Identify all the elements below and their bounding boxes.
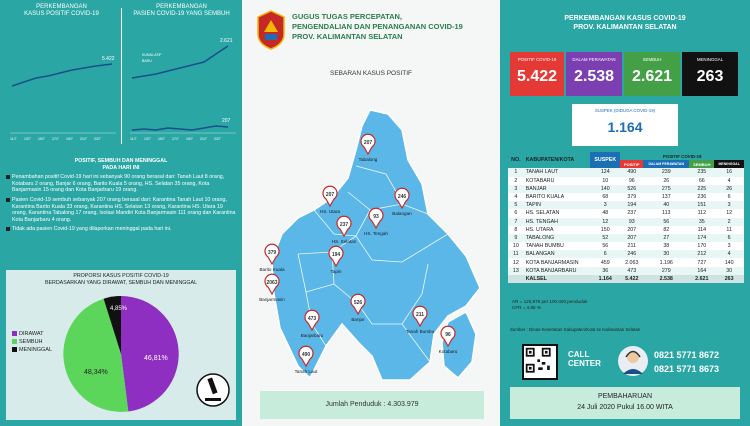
table-cell: 6 (514, 210, 518, 217)
pie-title (6, 270, 236, 286)
legend-label: MENINGGAL (19, 347, 53, 353)
table-cell: 2.621 (689, 275, 714, 283)
table-cell: TAPIN (525, 202, 541, 209)
table-cell: 140 (600, 185, 610, 192)
table-row (508, 168, 744, 176)
daily-info (6, 158, 236, 236)
positive-line-chart (4, 18, 119, 143)
table-cell: 26 (726, 185, 733, 192)
table-cell: 6 (727, 234, 731, 241)
x-ticks (10, 137, 101, 141)
legend-label: DIRAWAT (19, 331, 44, 337)
new-series-line (132, 126, 228, 130)
table-cell: HS. SELATAN (525, 210, 560, 217)
middle-panel (242, 0, 500, 426)
table-cell (508, 275, 524, 283)
table-cell: 279 (661, 267, 671, 274)
table-cell: BALANGAN (525, 251, 555, 258)
update-box (510, 387, 740, 419)
box-value: 5.422 (516, 68, 558, 85)
phone-number[interactable]: 0821 5771 8672 (654, 350, 720, 360)
table-cell: 12 (602, 218, 609, 225)
table-cell: HS. TENGAH (525, 218, 558, 225)
phone-numbers (654, 348, 719, 376)
table-row (508, 242, 744, 250)
box-value: 2.538 (573, 68, 615, 85)
col-header-suspek: SUSPEK (590, 152, 620, 168)
table-cell: 4 (727, 251, 731, 258)
chart-title-line: PERKEMBANGAN (156, 4, 207, 10)
table-cell: 459 (600, 259, 610, 266)
region-value: 207 (363, 140, 373, 146)
table-cell: 194 (627, 202, 637, 209)
title-line: PENGENDALIAN DAN PENANGANAN COVID-19 (292, 22, 463, 31)
source-note: Sumber : Dinas Kesehatan Kabupaten/Kota se Kalimantan Selatan (510, 327, 641, 332)
positive-series-line (12, 64, 112, 86)
table-cell: 93 (628, 218, 635, 225)
table-cell: 12 (726, 210, 733, 217)
table-cell: 4 (727, 177, 731, 184)
table-row (508, 201, 744, 209)
title-line: PERKEMBANGAN KASUS COVID-19 (564, 15, 686, 22)
operator-icon (618, 344, 648, 378)
table-cell: 2 (727, 218, 731, 225)
map-title: SEBARAN KASUS POSITIF (330, 70, 412, 77)
region-value: 379 (267, 250, 277, 256)
table-cell: 6 (727, 194, 731, 201)
phone-number[interactable]: 0821 5771 8673 (654, 364, 720, 374)
table-cell: 40 (663, 202, 670, 209)
population-footer: Jumlah Penduduk : 4.303.979 (260, 391, 484, 419)
last-value-label: 5.422 (102, 56, 115, 62)
table-row (508, 250, 744, 258)
table-cell: 56 (663, 218, 670, 225)
region-value: 246 (397, 194, 407, 200)
table-cell: 263 (714, 275, 744, 283)
table-cell: 16 (726, 169, 733, 176)
svg-text:17/7: 17/7 (172, 137, 179, 141)
svg-text:21/7: 21/7 (80, 137, 87, 141)
chart-title-line: PASIEN COVID-19 YANG SEMBUH (133, 11, 230, 17)
region-name: Banjarbaru (300, 333, 324, 338)
region-name: Tabalong (358, 157, 378, 162)
svg-text:19/7: 19/7 (66, 137, 73, 141)
table-body (508, 168, 744, 283)
update-label: PEMBAHARUAN (597, 393, 653, 400)
proportion-pie-panel (6, 270, 236, 420)
info-item: Pasien Covid-19 sembuh sebanyak 207 orang berasal dari: Karantina Tanah Laut 10 orang, Karantina Barito Kuala 33 orang, Karantina HS. Selatan 13 orang, Karantina HS. Utara 19 orang, Karantina Tabalong 17 orang, Isolasi Mandiri Kota Banjarmasin 111 orang dan Karantina Kota Banjarbaru 4 orang. (12, 196, 236, 223)
suspect-box (572, 104, 678, 146)
suspect-value: 1.164 (607, 119, 643, 135)
table-cell: 1 (514, 169, 518, 176)
col-header-meninggal: MENINGGAL (714, 160, 744, 168)
table-cell: 225 (697, 185, 707, 192)
note-ar: AR = 125,976 per 100.000 penduduk (512, 299, 588, 304)
top-value-label: 2.621 (220, 38, 233, 44)
table-cell: 36 (602, 267, 609, 274)
region-name: HS. Selatan (331, 239, 357, 244)
heading-line: POSITIF, SEMBUH DAN MENINGGAL (74, 158, 168, 164)
pie-slice-dirawat (121, 296, 179, 412)
table-cell: 9 (514, 234, 518, 241)
table-cell: 140 (724, 259, 734, 266)
svg-text:15/7: 15/7 (158, 137, 165, 141)
svg-text:11/7: 11/7 (10, 137, 17, 141)
table-cell: 246 (627, 251, 637, 258)
table-cell: 2.538 (643, 275, 689, 283)
chart-title-line: KASUS POSITIF COVID-19 (24, 11, 99, 17)
col-header-positif-group: POSITIF COVID-19 (662, 153, 702, 159)
table-cell: 66 (698, 177, 705, 184)
region-name: Barito Kuala (259, 267, 285, 272)
table-cell: 164 (697, 267, 707, 274)
svg-text:23/7: 23/7 (94, 137, 101, 141)
region-value: 526 (353, 300, 363, 306)
pie-label-sembuh: 48,34% (84, 369, 108, 376)
cases-table (508, 152, 744, 283)
left-panel (0, 0, 242, 426)
table-cell: 96 (628, 177, 635, 184)
positive-box (510, 52, 564, 96)
treatment-box (566, 52, 622, 96)
region-name: Tanah Bumbu (405, 329, 435, 334)
pie-chart (46, 290, 196, 418)
table-cell: 56 (602, 243, 609, 250)
svg-text:17/7: 17/7 (52, 137, 59, 141)
region-name: Banjarmasin (259, 297, 285, 302)
table-row (508, 193, 744, 201)
table-cell: 30 (726, 267, 733, 274)
qr-code-icon (522, 344, 558, 380)
notes (512, 299, 587, 311)
pie-label-dirawat: 46,81% (144, 355, 168, 362)
table-cell: 207 (627, 226, 637, 233)
box-label: SEMBUH (642, 57, 662, 62)
province-emblem-icon (256, 10, 286, 50)
call-line: CENTER (568, 359, 601, 368)
region-name: Balangan (392, 211, 412, 216)
right-title (500, 14, 750, 32)
table-cell: TABALONG (525, 234, 555, 241)
table-cell: 2.063 (625, 259, 639, 266)
table-total-row (508, 275, 744, 283)
table-cell: KOTA BANJARMASIN (525, 259, 579, 266)
table-cell: 151 (697, 202, 707, 209)
table-cell: 137 (661, 194, 671, 201)
table-cell: 211 (627, 243, 636, 250)
region-name: Tanah Laut (294, 369, 318, 374)
table-cell: 11 (726, 226, 732, 233)
table-cell: BARITO KUALA (525, 194, 565, 201)
table-cell: 30 (663, 251, 670, 258)
svg-text:13/7: 13/7 (24, 137, 31, 141)
table-cell: TANAH LAUT (525, 169, 559, 176)
table-cell: 490 (627, 169, 637, 176)
chart-title (124, 4, 239, 18)
table-cell: KALSEL (524, 275, 591, 283)
region-value: 490 (301, 352, 311, 358)
table-cell: 27 (663, 234, 670, 241)
legend-label: SEMBUH (19, 339, 43, 345)
table-cell: 124 (600, 169, 610, 176)
col-header-positif: POSITIF (620, 160, 643, 168)
table-cell: 2 (514, 177, 518, 184)
table-cell: 3 (603, 202, 607, 209)
table-cell: 10 (512, 243, 519, 250)
table-row (508, 218, 744, 226)
svg-text:23/7: 23/7 (214, 137, 221, 141)
table-cell: 11 (513, 251, 519, 258)
table-cell: HS. UTARA (525, 226, 554, 233)
task-force-title (292, 12, 463, 42)
microscope-icon (196, 370, 230, 410)
svg-text:13/7: 13/7 (144, 137, 151, 141)
heading-line: PADA HARI INI (102, 164, 140, 171)
table-cell: 239 (661, 169, 671, 176)
table-cell: 379 (627, 194, 637, 201)
table-cell: 727 (697, 259, 707, 266)
table-cell: 212 (697, 251, 707, 258)
table-cell: 3 (727, 202, 731, 209)
region-name: HS. Utara (319, 209, 341, 214)
region-value: 194 (331, 252, 341, 258)
chart-title-line: PERKEMBANGAN (36, 4, 87, 10)
table-cell: 5 (514, 202, 518, 209)
table-cell: 473 (627, 267, 637, 274)
title-line: GUGUS TUGAS PERCEPATAN, (292, 12, 403, 21)
note-cfr: CFR = 4,85 % (512, 305, 541, 310)
region-value: 237 (339, 222, 349, 228)
region-value: 93 (373, 214, 379, 220)
svg-text:15/7: 15/7 (38, 137, 45, 141)
table-cell: 10 (602, 177, 609, 184)
table-row (508, 267, 744, 275)
pie-title-line: PROPORSI KASUS POSITIF COVID-19 (73, 273, 169, 279)
positive-cases-chart (4, 4, 119, 144)
table-cell: 207 (627, 234, 637, 241)
bottom-value-label: 207 (222, 118, 231, 124)
table-cell: 12 (512, 259, 519, 266)
box-label: DALAM PERAWATAN (572, 57, 616, 62)
table-cell: 38 (663, 243, 670, 250)
legend-cumulative: KUMULATIF (142, 53, 162, 57)
table-cell: 275 (661, 185, 671, 192)
table-cell: 26 (663, 177, 670, 184)
table-cell: 170 (697, 243, 707, 250)
table-cell: 3 (727, 243, 731, 250)
region-value: 473 (307, 316, 317, 322)
table-cell: 3 (514, 185, 518, 192)
call-line: CALL (568, 350, 590, 359)
box-value: 263 (696, 68, 724, 85)
svg-text:11/7: 11/7 (130, 137, 137, 141)
chart-title (4, 4, 119, 18)
deceased-box (682, 52, 738, 96)
table-cell: KOTABARU (525, 177, 555, 184)
table-cell: 48 (602, 210, 609, 217)
table-cell: 6 (603, 251, 607, 258)
table-row (508, 226, 744, 234)
right-panel (500, 0, 750, 426)
col-header-kabupaten: KABUPATEN/KOTA (525, 157, 575, 164)
info-item: Tidak ada pasien Covid-19 yang dilaporkan meninggal pada hari ini. (12, 226, 236, 233)
recovered-box (624, 52, 680, 96)
daily-info-heading (6, 158, 236, 171)
table-cell: 5.422 (620, 275, 643, 283)
region-value: 211 (415, 312, 425, 318)
table-cell: 52 (602, 234, 609, 241)
pie-label-meninggal: 4,85% (110, 306, 128, 312)
pie-title-line: BERDASARKAN YANG DIRAWAT, SEMBUH DAN MENINGGAL (44, 279, 198, 286)
region-name: Tapin (330, 269, 342, 274)
table-cell: 1.196 (659, 259, 673, 266)
box-value: 2.621 (631, 68, 673, 85)
region-name: Kotabaru (438, 349, 458, 354)
table-row (508, 185, 744, 193)
table-row (508, 234, 744, 242)
table-cell: 82 (663, 226, 670, 233)
daily-info-list (6, 174, 236, 233)
table-cell: 150 (600, 226, 610, 233)
col-header-perawatan: DALAM PERAWATAN (643, 160, 689, 168)
table-cell: 526 (627, 185, 637, 192)
table-cell: 68 (602, 194, 609, 201)
table-cell: 13 (512, 267, 519, 274)
region-value: 2063 (266, 280, 278, 286)
table-cell: 113 (662, 210, 671, 217)
update-time: 24 Juli 2020 Pukul 16.00 WITA (577, 404, 673, 411)
region-name: Banjar (351, 317, 365, 322)
suspect-label: SUSPEK (DIDUGA COVID-19) (594, 108, 656, 113)
table-cell: 114 (697, 226, 707, 233)
legend-new: BARU (142, 59, 152, 63)
title-line: PROV. KALIMANTAN SELATAN (292, 32, 403, 41)
box-label: POSITIF COVID-19 (517, 57, 557, 62)
col-header-sembuh: SEMBUH (689, 160, 714, 168)
table-cell: 112 (697, 210, 707, 217)
table-cell: 236 (697, 194, 707, 201)
recovered-chart (124, 4, 239, 144)
title-line: PROV. KALIMANTAN SELATAN (573, 24, 677, 31)
table-cell: BANJAR (525, 185, 547, 192)
region-name: HS. Tengah (364, 231, 388, 236)
svg-text:19/7: 19/7 (186, 137, 193, 141)
table-cell: 7 (514, 218, 518, 225)
table-cell: 35 (698, 218, 705, 225)
call-center (520, 342, 746, 382)
header (256, 8, 496, 68)
divider (121, 8, 122, 144)
region-value: 96 (445, 332, 451, 338)
table-cell: 237 (627, 210, 637, 217)
table-cell: 4 (514, 194, 518, 201)
regional-map (252, 84, 492, 384)
table-row (508, 258, 744, 266)
table-cell: 1.164 (590, 275, 620, 283)
table-cell: 235 (697, 169, 707, 176)
col-header-no: NO. (511, 157, 521, 164)
call-center-label (568, 350, 601, 368)
region-value: 207 (325, 192, 335, 198)
table-cell: TANAH BUMBU (525, 243, 564, 250)
table-cell: 8 (514, 226, 518, 233)
svg-text:21/7: 21/7 (200, 137, 207, 141)
recovered-line-chart (124, 18, 239, 143)
info-item: Penambahan positif Covid-19 hari ini sebanyak 90 orang berasal dari: Tanah Laut 8 orang, Kotabaru 2 orang, Banjar 6 orang, Barito Kuala 5 orang, HS. Selatan 35 orang, Kota Banjarmasin 15 orang dan Kota Banjarbaru 19 orang. (12, 174, 236, 194)
table-cell: 174 (697, 234, 707, 241)
table-cell: KOTA BANJARBARU (525, 267, 577, 274)
box-label: MENINGGAL (696, 57, 724, 62)
table-row (508, 177, 744, 185)
table-row (508, 209, 744, 217)
